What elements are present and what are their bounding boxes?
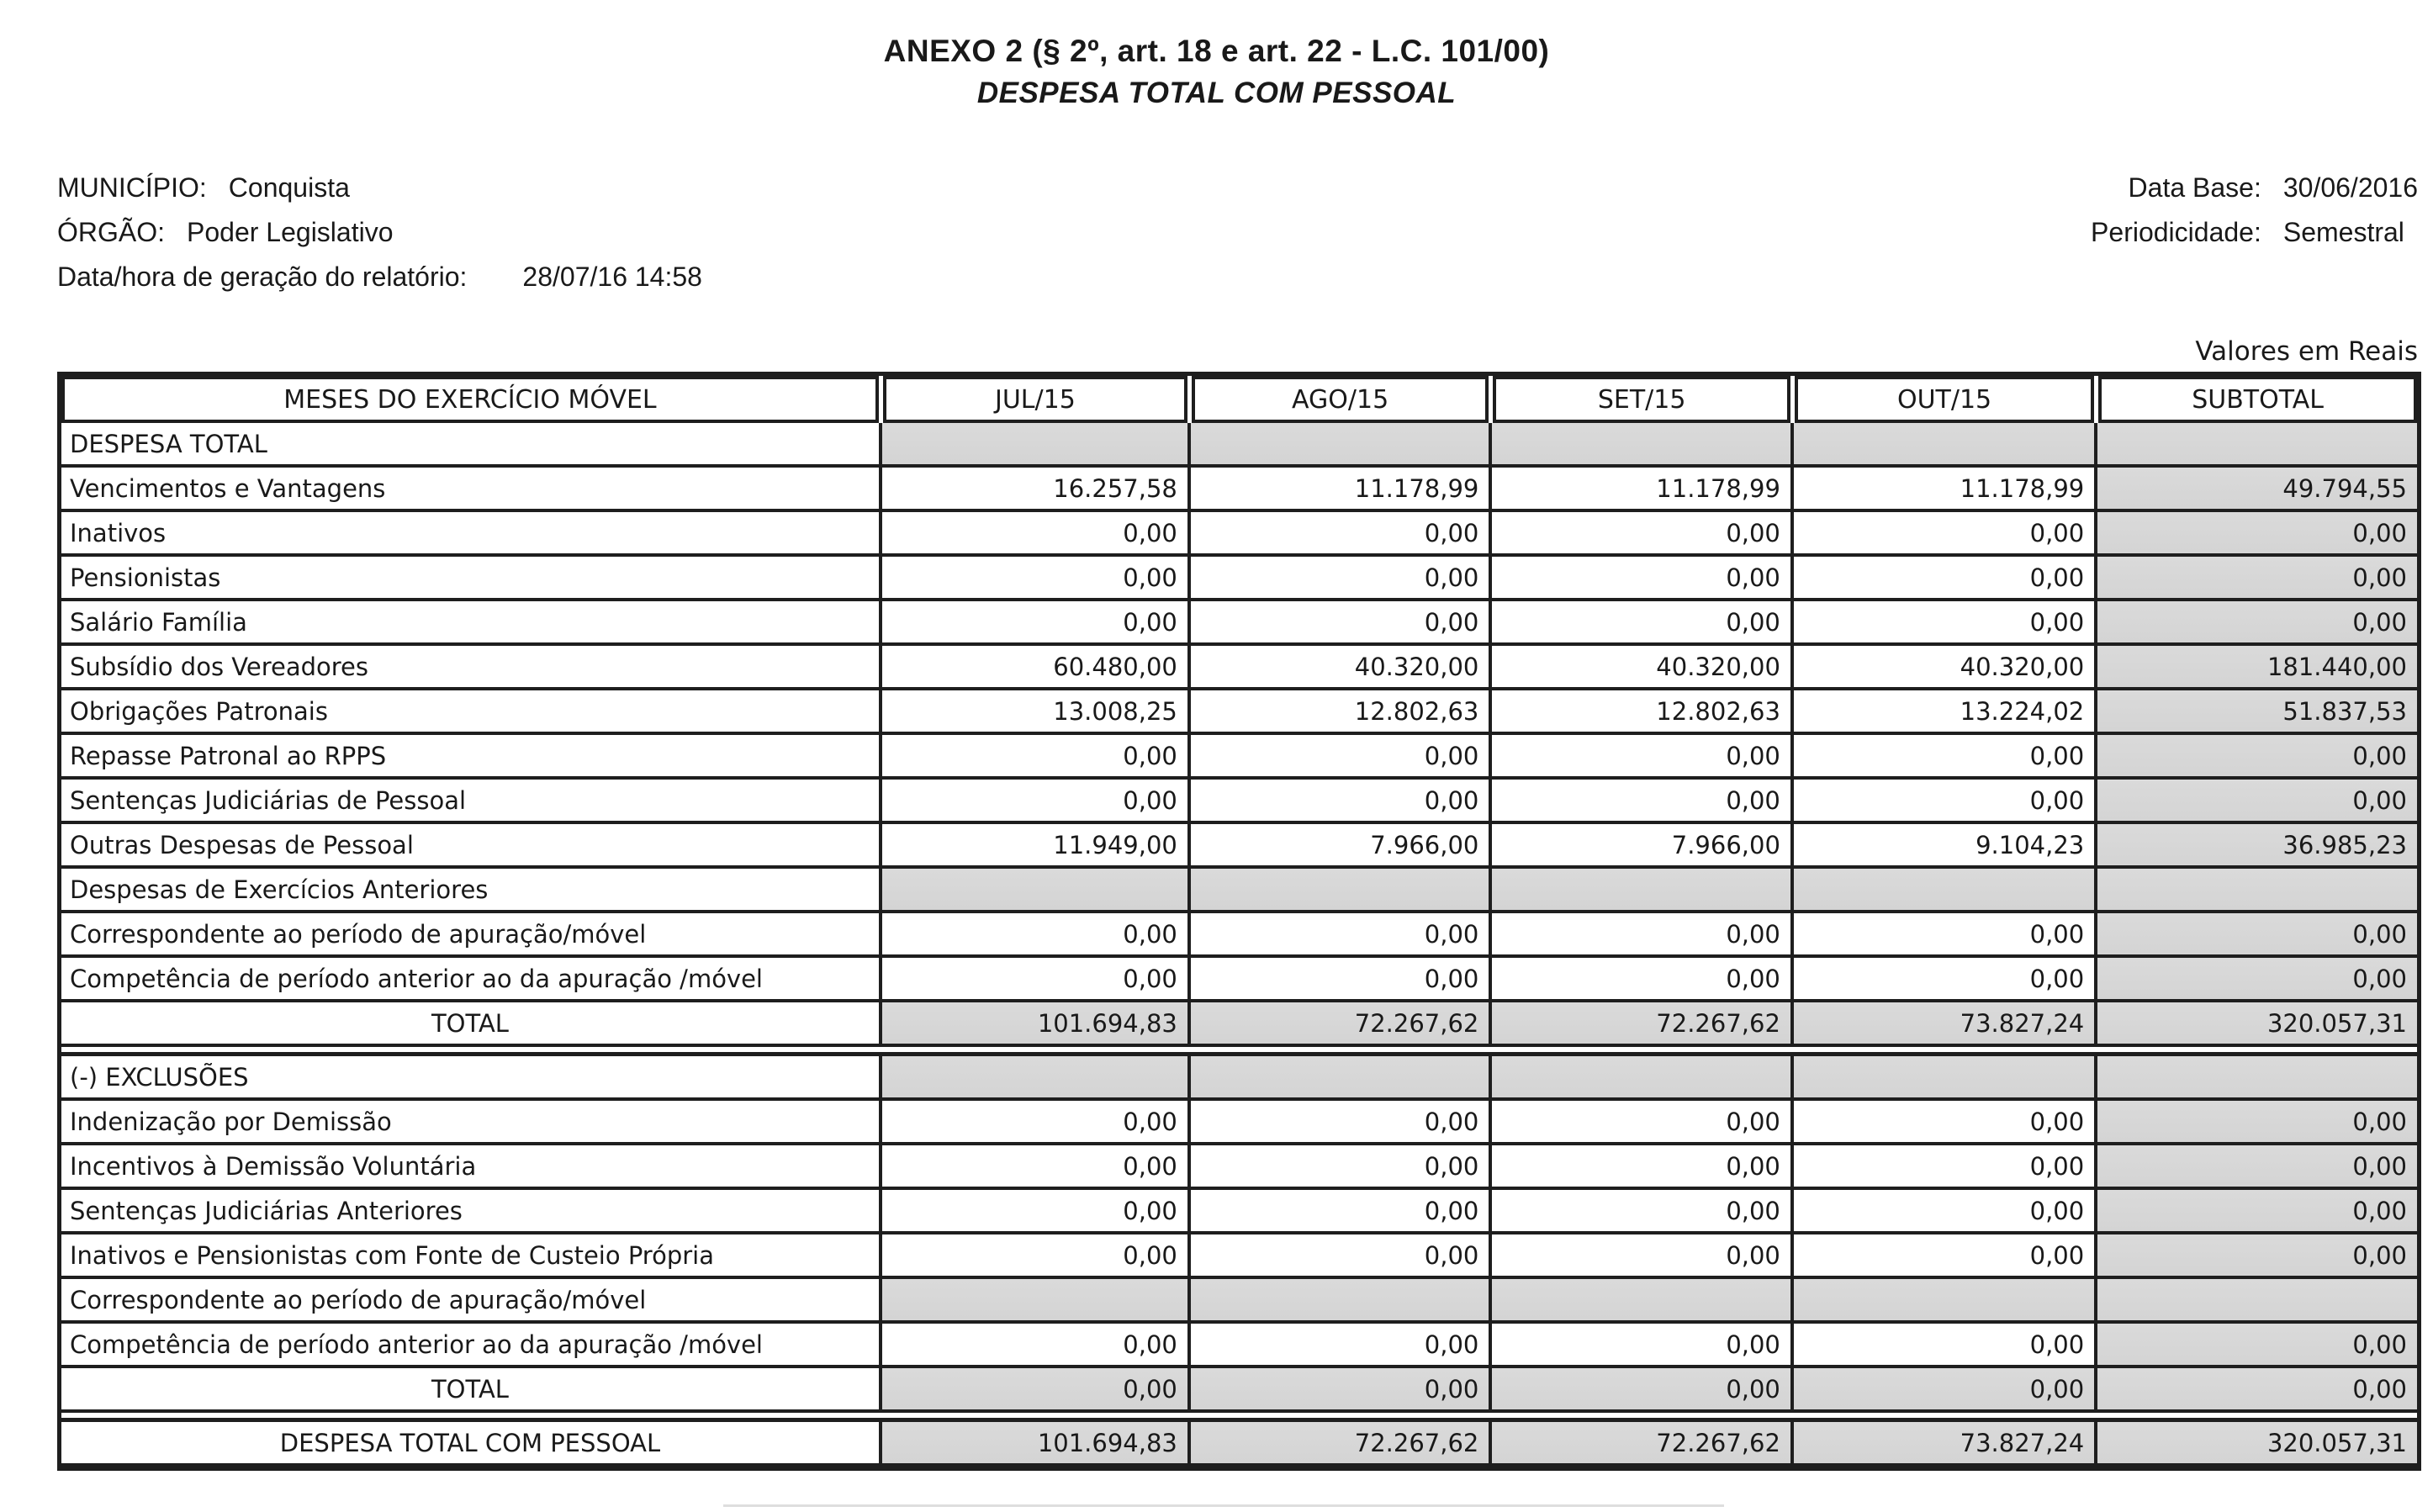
subtotal-cell: 0,00 xyxy=(2094,958,2417,1002)
table-body xyxy=(61,423,2417,1467)
value-cell: 73.827,24 xyxy=(1790,1002,2094,1047)
value-cell: 0,00 xyxy=(879,1190,1187,1234)
municipio-label: MUNICÍPIO: xyxy=(57,172,207,203)
table-header-row xyxy=(61,376,2417,423)
value-cell: 12.802,63 xyxy=(1187,690,1489,735)
value-cell: 72.267,62 xyxy=(1489,1422,1790,1467)
value-cell: 11.178,99 xyxy=(1187,468,1489,512)
value-cell: 0,00 xyxy=(1489,1190,1790,1234)
value-cell: 0,00 xyxy=(1187,512,1489,557)
orgao-label: ÓRGÃO: xyxy=(57,217,166,247)
subtotal-cell: 0,00 xyxy=(2094,1190,2417,1234)
row-label: Indenização por Demissão xyxy=(61,1101,879,1145)
subtotal-cell: 0,00 xyxy=(2094,1324,2417,1368)
report-table xyxy=(57,372,2421,1471)
value-cell xyxy=(1187,423,1489,468)
value-cell: 0,00 xyxy=(1790,1145,2094,1190)
value-cell xyxy=(1187,869,1489,913)
subtotal-cell: 0,00 xyxy=(2094,1234,2417,1279)
value-cell: 11.949,00 xyxy=(879,824,1187,869)
value-cell: 0,00 xyxy=(879,1101,1187,1145)
header-cell-set15: SET/15 xyxy=(1493,376,1790,423)
meta-right xyxy=(2091,166,2418,255)
report-meta xyxy=(0,166,2433,299)
row-label: Incentivos à Demissão Voluntária xyxy=(61,1145,879,1190)
generation-row xyxy=(57,255,702,299)
value-cell xyxy=(1790,423,2094,468)
value-cell xyxy=(879,869,1187,913)
value-cell xyxy=(1489,1279,1790,1324)
value-cell: 0,00 xyxy=(879,1234,1187,1279)
value-cell: 0,00 xyxy=(879,735,1187,780)
row-label: Pensionistas xyxy=(61,557,879,601)
subtotal-cell: 0,00 xyxy=(2094,1368,2417,1413)
value-cell: 0,00 xyxy=(1790,601,2094,646)
subtotal-cell xyxy=(2094,1279,2417,1324)
row-label: Despesas de Exercícios Anteriores xyxy=(61,869,879,913)
value-cell: 0,00 xyxy=(1790,1368,2094,1413)
row-label: Outras Despesas de Pessoal xyxy=(61,824,879,869)
header-cell-subtotal: SUBTOTAL xyxy=(2098,376,2417,423)
table-section-despesa-total xyxy=(61,423,2417,1047)
row-label: Competência de período anterior ao da apuração /móvel xyxy=(61,1324,879,1368)
subtotal-cell: 0,00 xyxy=(2094,512,2417,557)
row-label: Competência de período anterior ao da apuração /móvel xyxy=(61,958,879,1002)
section-divider xyxy=(61,1047,2417,1056)
value-cell xyxy=(879,423,1187,468)
row-label: Inativos xyxy=(61,512,879,557)
header-cell-ago15: AGO/15 xyxy=(1192,376,1489,423)
subtotal-cell xyxy=(2094,869,2417,913)
value-cell: 0,00 xyxy=(879,1368,1187,1413)
row-label: Sentenças Judiciárias de Pessoal xyxy=(61,780,879,824)
value-cell: 0,00 xyxy=(1790,735,2094,780)
header-cell-meses: MESES DO EXERCÍCIO MÓVEL xyxy=(61,376,879,423)
row-label: TOTAL xyxy=(61,1002,879,1047)
value-cell: 0,00 xyxy=(1790,512,2094,557)
value-cell: 7.966,00 xyxy=(1489,824,1790,869)
value-cell: 0,00 xyxy=(1790,958,2094,1002)
value-cell: 0,00 xyxy=(1187,958,1489,1002)
subtotal-cell xyxy=(2094,1056,2417,1101)
value-cell: 0,00 xyxy=(1790,780,2094,824)
subtotal-cell: 36.985,23 xyxy=(2094,824,2417,869)
report-subtitle: DESPESA TOTAL COM PESSOAL xyxy=(976,77,1457,109)
subtotal-cell: 0,00 xyxy=(2094,557,2417,601)
value-cell: 13.008,25 xyxy=(879,690,1187,735)
subtotal-cell: 320.057,31 xyxy=(2094,1422,2417,1467)
value-cell: 72.267,62 xyxy=(1187,1422,1489,1467)
value-cell: 0,00 xyxy=(1489,958,1790,1002)
value-cell: 0,00 xyxy=(1187,1190,1489,1234)
value-cell: 0,00 xyxy=(879,512,1187,557)
row-label: TOTAL xyxy=(61,1368,879,1413)
row-label: Correspondente ao período de apuração/móvel xyxy=(61,913,879,958)
row-label: DESPESA TOTAL xyxy=(61,423,879,468)
value-cell: 0,00 xyxy=(1790,1234,2094,1279)
value-cell: 0,00 xyxy=(1187,601,1489,646)
value-cell: 0,00 xyxy=(879,601,1187,646)
row-label: (-) EXCLUSÕES xyxy=(61,1056,879,1101)
value-cell: 0,00 xyxy=(1489,780,1790,824)
value-cell xyxy=(1489,423,1790,468)
value-cell: 40.320,00 xyxy=(1790,646,2094,690)
subtotal-cell: 49.794,55 xyxy=(2094,468,2417,512)
subtotal-cell: 0,00 xyxy=(2094,913,2417,958)
value-cell xyxy=(1790,869,2094,913)
title-block xyxy=(0,0,2433,110)
value-cell: 0,00 xyxy=(1489,601,1790,646)
value-cell xyxy=(879,1056,1187,1101)
subtotal-cell: 0,00 xyxy=(2094,1145,2417,1190)
value-cell: 101.694,83 xyxy=(879,1002,1187,1047)
value-cell: 0,00 xyxy=(1187,780,1489,824)
value-cell: 0,00 xyxy=(1790,1324,2094,1368)
report-title: ANEXO 2 (§ 2º, art. 18 e art. 22 - L.C. 101/00) xyxy=(883,34,1550,68)
value-cell: 0,00 xyxy=(1489,1145,1790,1190)
value-cell: 0,00 xyxy=(1489,557,1790,601)
subtotal-cell: 0,00 xyxy=(2094,735,2417,780)
subtotal-cell: 51.837,53 xyxy=(2094,690,2417,735)
value-cell: 0,00 xyxy=(1489,735,1790,780)
value-cell: 0,00 xyxy=(1187,913,1489,958)
value-cell: 40.320,00 xyxy=(1489,646,1790,690)
row-label: Subsídio dos Vereadores xyxy=(61,646,879,690)
meta-left xyxy=(57,166,702,299)
value-cell: 13.224,02 xyxy=(1790,690,2094,735)
subtotal-cell: 181.440,00 xyxy=(2094,646,2417,690)
row-label: Obrigações Patronais xyxy=(61,690,879,735)
value-cell: 0,00 xyxy=(1489,1368,1790,1413)
data-base-label: Data Base: xyxy=(2128,172,2261,203)
value-cell: 0,00 xyxy=(1187,735,1489,780)
value-cell xyxy=(1790,1056,2094,1101)
generation-label: Data/hora de geração do relatório: xyxy=(57,262,468,292)
value-cell: 0,00 xyxy=(1489,913,1790,958)
value-cell xyxy=(1489,869,1790,913)
value-cell: 11.178,99 xyxy=(1489,468,1790,512)
scan-artifact xyxy=(723,1504,1724,1507)
value-cell xyxy=(1790,1279,2094,1324)
row-label: Salário Família xyxy=(61,601,879,646)
value-cell xyxy=(1187,1279,1489,1324)
value-cell: 16.257,58 xyxy=(879,468,1187,512)
row-label: Inativos e Pensionistas com Fonte de Custeio Própria xyxy=(61,1234,879,1279)
value-cell: 72.267,62 xyxy=(1489,1002,1790,1047)
valores-label: Valores em Reais xyxy=(2195,336,2418,367)
value-cell: 0,00 xyxy=(879,1324,1187,1368)
generation-value: 28/07/16 14:58 xyxy=(522,262,702,292)
value-cell: 0,00 xyxy=(1790,557,2094,601)
value-cell: 9.104,23 xyxy=(1790,824,2094,869)
periodicidade-label: Periodicidade: xyxy=(2091,217,2261,247)
value-cell: 0,00 xyxy=(1187,1368,1489,1413)
value-cell: 0,00 xyxy=(1790,913,2094,958)
header-cell-jul15: JUL/15 xyxy=(883,376,1187,423)
subtotal-cell: 0,00 xyxy=(2094,1101,2417,1145)
value-cell: 0,00 xyxy=(1187,1324,1489,1368)
row-label: Sentenças Judiciárias Anteriores xyxy=(61,1190,879,1234)
value-cell: 101.694,83 xyxy=(879,1422,1187,1467)
table-section-grand-total xyxy=(61,1422,2417,1467)
value-cell: 0,00 xyxy=(1187,1145,1489,1190)
subtotal-cell: 0,00 xyxy=(2094,601,2417,646)
value-cell: 72.267,62 xyxy=(1187,1002,1489,1047)
table-section-exclusoes xyxy=(61,1056,2417,1413)
value-cell xyxy=(879,1279,1187,1324)
value-cell: 60.480,00 xyxy=(879,646,1187,690)
row-label: Vencimentos e Vantagens xyxy=(61,468,879,512)
value-cell: 0,00 xyxy=(1187,1234,1489,1279)
value-cell: 0,00 xyxy=(1187,1101,1489,1145)
value-cell: 7.966,00 xyxy=(1187,824,1489,869)
value-cell: 12.802,63 xyxy=(1489,690,1790,735)
row-label: Correspondente ao período de apuração/móvel xyxy=(61,1279,879,1324)
orgao-row xyxy=(57,210,702,255)
data-base-value: 30/06/2016 xyxy=(2282,172,2418,203)
value-cell xyxy=(1489,1056,1790,1101)
value-cell: 0,00 xyxy=(879,958,1187,1002)
header-cell-out15: OUT/15 xyxy=(1795,376,2094,423)
periodicidade-value: Semestral xyxy=(2282,217,2404,247)
value-cell: 0,00 xyxy=(1790,1101,2094,1145)
row-label: DESPESA TOTAL COM PESSOAL xyxy=(61,1422,879,1467)
value-cell: 0,00 xyxy=(879,1145,1187,1190)
value-cell: 0,00 xyxy=(1187,557,1489,601)
value-cell: 0,00 xyxy=(879,557,1187,601)
value-cell: 40.320,00 xyxy=(1187,646,1489,690)
subtotal-cell: 0,00 xyxy=(2094,780,2417,824)
value-cell: 0,00 xyxy=(879,913,1187,958)
value-cell: 0,00 xyxy=(1489,512,1790,557)
value-cell: 0,00 xyxy=(1489,1324,1790,1368)
orgao-value: Poder Legislativo xyxy=(187,217,394,247)
section-divider xyxy=(61,1413,2417,1422)
subtotal-cell: 320.057,31 xyxy=(2094,1002,2417,1047)
value-cell: 0,00 xyxy=(1489,1101,1790,1145)
subtotal-cell xyxy=(2094,423,2417,468)
value-cell xyxy=(1187,1056,1489,1101)
municipio-value: Conquista xyxy=(228,172,350,203)
row-label: Repasse Patronal ao RPPS xyxy=(61,735,879,780)
value-cell: 11.178,99 xyxy=(1790,468,2094,512)
value-cell: 0,00 xyxy=(879,780,1187,824)
value-cell: 0,00 xyxy=(1489,1234,1790,1279)
value-cell: 73.827,24 xyxy=(1790,1422,2094,1467)
value-cell: 0,00 xyxy=(1790,1190,2094,1234)
municipio-row xyxy=(57,166,702,210)
